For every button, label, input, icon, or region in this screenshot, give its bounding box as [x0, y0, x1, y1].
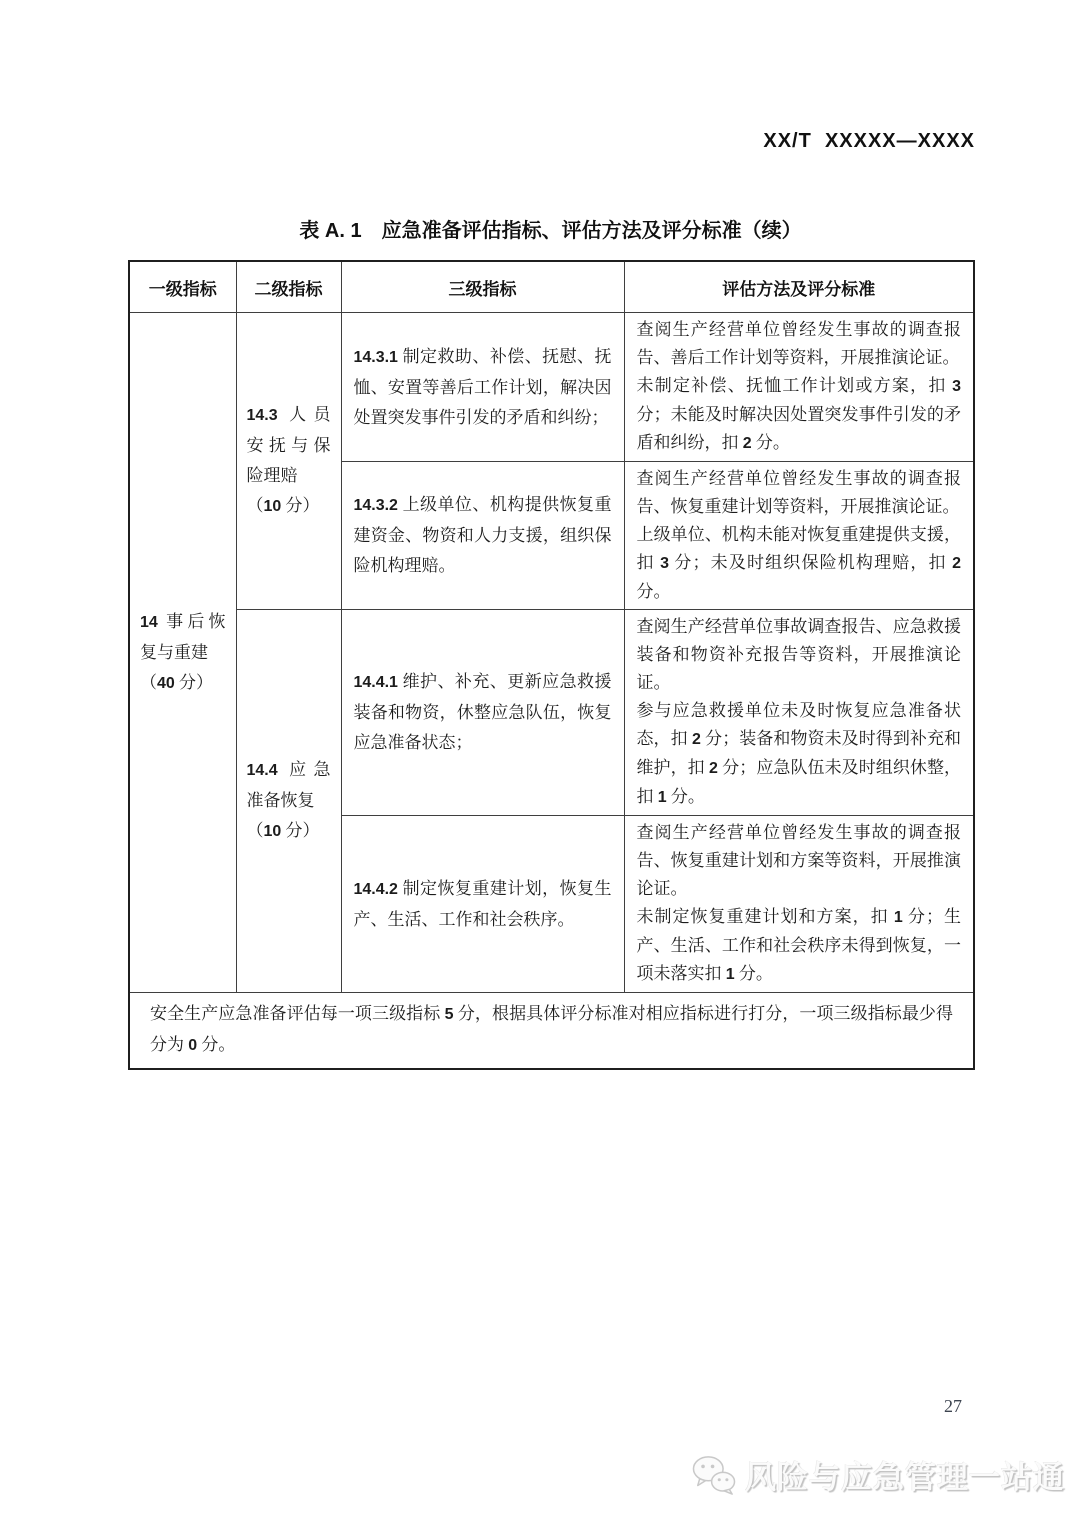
watermark — [691, 1452, 1065, 1497]
table-row — [129, 610, 974, 816]
method-cell-1442 — [624, 816, 974, 993]
level2-name: 14.4 应急准备恢复 — [246, 760, 331, 810]
method-paragraph: 查阅生产经营单位曾经发生事故的调查报告、恢复重建计划和方案等资料，开展推演论证。 — [636, 823, 961, 898]
level3-indicator-cell-1432: 14.3.2 上级单位、机构提供恢复重建资金、物资和人力支援，组织保险机构理赔。 — [341, 462, 624, 610]
col-header-level1: 一级指标 — [129, 261, 236, 313]
method-paragraph: 上级单位、机构未能对恢复重建提供支援，扣 3 分；未及时组织保险机构理赔，扣 2 分。 — [636, 525, 961, 601]
level2-indicator-cell-144 — [236, 610, 341, 993]
table-header-row — [129, 261, 974, 313]
method-paragraph: 参与应急救援单位未及时恢复应急准备状态，扣 2 分；装备和物资未及时得到补充和维护，扣 2 分；应急队伍未及时组织休整，扣 1 分。 — [636, 701, 962, 806]
level2-score: （10 分） — [246, 496, 320, 515]
method-cell-1431 — [624, 313, 974, 462]
col-header-level3: 三级指标 — [341, 261, 624, 313]
method-cell-1432 — [624, 462, 974, 610]
table-row — [129, 313, 974, 462]
method-paragraph: 未制定补偿、抚恤工作计划或方案，扣 3 分；未能及时解决因处置突发事件引发的矛盾和纠纷，扣 2 分。 — [636, 376, 961, 452]
method-paragraph: 查阅生产经营单位曾经发生事故的调查报告、善后工作计划等资料，开展推演论证。 — [636, 320, 961, 367]
table-title — [128, 214, 973, 243]
evaluation-table — [128, 260, 975, 1070]
method-paragraph: 查阅生产经营单位曾经发生事故的调查报告、恢复重建计划等资料，开展推演论证。 — [636, 469, 961, 516]
level1-score: （40 分） — [140, 672, 214, 692]
level3-indicator-cell-1441: 14.4.1 维护、补充、更新应急救援装备和物资，休整应急队伍，恢复应急准备状态； — [341, 610, 624, 816]
method-cell-1441 — [624, 610, 974, 816]
table-note: 安全生产应急准备评估每一项三级指标 5 分，根据具体评分标准对相应指标进行打分，一项三级指标最少得分为 0 分。 — [129, 993, 974, 1069]
standard-code: XX/T XXXXX—XXXX — [763, 130, 975, 152]
method-paragraph: 未制定恢复重建计划和方案，扣 1 分；生产、生活、工作和社会秩序未得到恢复，一项未落实扣 1 分。 — [636, 907, 962, 983]
level2-name: 14.3 人员安抚与保险理赔 — [246, 405, 331, 485]
method-paragraph: 查阅生产经营单位事故调查报告、应急救援装备和物资补充报告等资料，开展推演论证。 — [636, 617, 961, 692]
table-title-label: 表 A. 1 — [299, 220, 362, 242]
level1-indicator-cell — [129, 313, 236, 993]
wechat-icon — [691, 1454, 737, 1496]
level2-indicator-cell-143 — [236, 313, 341, 610]
col-header-method: 评估方法及评分标准 — [624, 261, 974, 313]
table-note-row — [129, 993, 974, 1069]
watermark-text: 风险与应急管理一站通 — [745, 1460, 1065, 1495]
level2-score: （10 分） — [246, 821, 320, 840]
table-title-text: 应急准备评估指标、评估方法及评分标准（续） — [381, 220, 802, 242]
level1-name: 14 事后恢复与重建 — [140, 611, 226, 662]
col-header-level2: 二级指标 — [236, 261, 341, 313]
page-number: 27 — [944, 1396, 962, 1416]
level3-indicator-cell-1442: 14.4.2 制定恢复重建计划，恢复生产、生活、工作和社会秩序。 — [341, 816, 624, 993]
level3-indicator-cell-1431: 14.3.1 制定救助、补偿、抚慰、抚恤、安置等善后工作计划，解决因处置突发事件引发的矛盾和纠纷； — [341, 313, 624, 462]
